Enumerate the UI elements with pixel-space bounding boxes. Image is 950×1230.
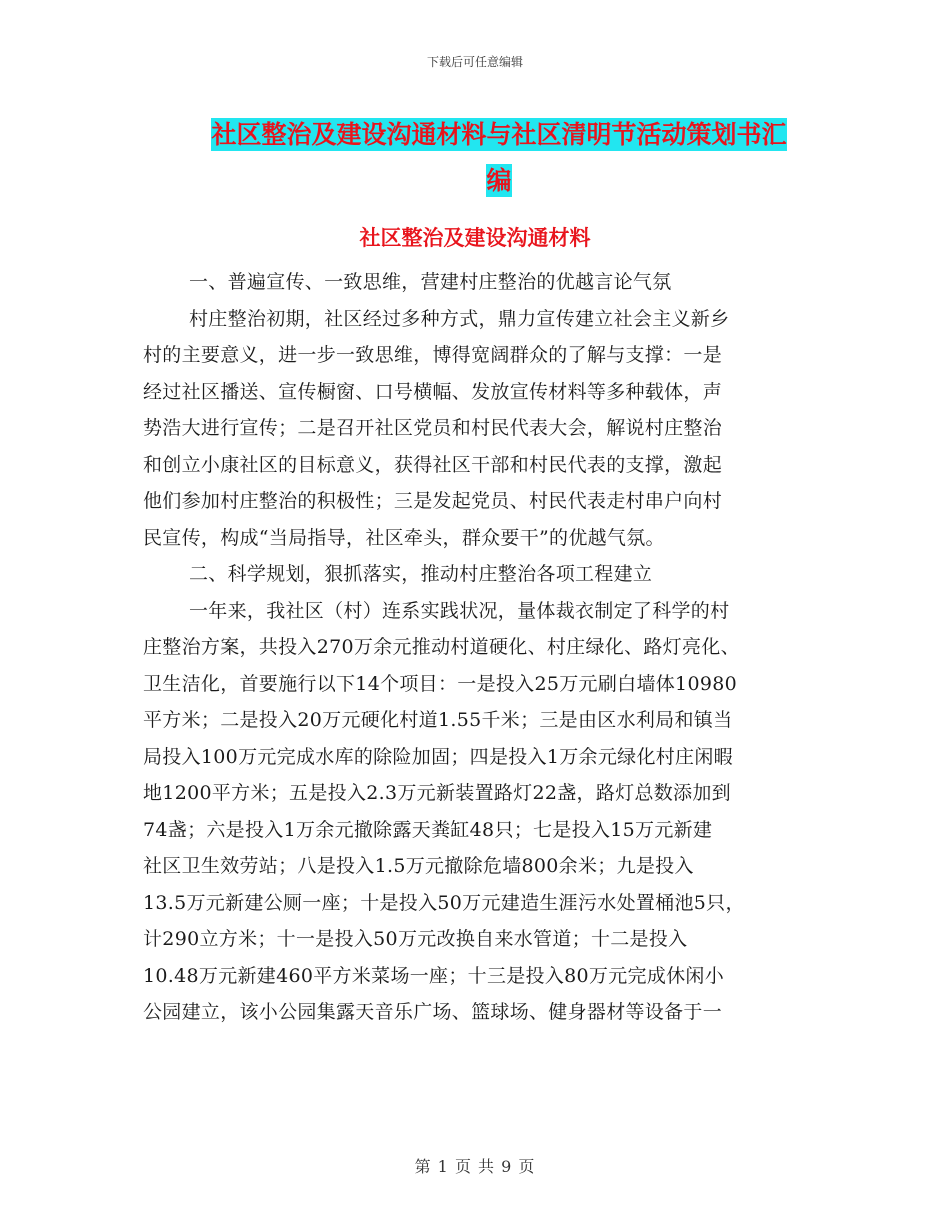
paragraph-line: 村的主要意义，进一步一致思维，博得宽阔群众的了解与支撑：一是 xyxy=(143,344,723,366)
paragraph-line: 地1200平方米；五是投入2.3万元新装置路灯22盏，路灯总数添加到 xyxy=(143,782,731,804)
header-note: 下载后可任意编辑 xyxy=(426,55,523,69)
paragraph-line: 公园建立，该小公园集露天音乐广场、篮球场、健身器材等设备于一 xyxy=(143,1001,723,1023)
paragraph-line: 村庄整治初期，社区经过多种方式，鼎力宣传建立社会主义新乡 xyxy=(189,307,730,330)
paragraph-line: 一年来，我社区（村）连系实践状况，量体裁衣制定了科学的村 xyxy=(189,599,730,622)
page-indicator: 第 1 页 共 9 页 xyxy=(414,1157,536,1176)
paragraph-line: 庄整治方案，共投入270万余元推动村道硬化、村庄绿化、路灯亮化、 xyxy=(143,636,740,658)
paragraph-line: 10.48万元新建460平方米菜场一座；十三是投入80万元完成休闲小 xyxy=(143,964,725,987)
paragraph-line: 计290立方米；十一是投入50万元改换自来水管道；十二是投入 xyxy=(143,928,688,950)
heading-publicity: 一、普遍宣传、一致思维，营建村庄整治的优越言论气氛 xyxy=(189,271,672,293)
paragraph-line: 他们参加村庄整治的积极性；三是发起党员、村民代表走村串户向村 xyxy=(143,490,723,512)
paragraph-line: 民宣传，构成“当局指导，社区牵头，群众要干”的优越气氛。 xyxy=(143,526,665,549)
paragraph-line: 74盏；六是投入1万余元撤除露天粪缸48只；七是投入15万元新建 xyxy=(143,818,713,841)
document-title-line-1: 社区整治及建设沟通材料与社区清明节活动策划书汇 xyxy=(211,120,787,149)
document-title-line-2: 编 xyxy=(486,166,512,195)
paragraph-line: 和创立小康社区的目标意义，获得社区干部和村民代表的支撑，激起 xyxy=(143,453,723,476)
heading-planning: 二、科学规划，狠抓落实，推动村庄整治各项工程建立 xyxy=(189,563,653,585)
paragraph-line: 13.5万元新建公厕一座；十是投入50万元建造生涯污水处置桶池5只， xyxy=(143,891,745,914)
paragraph-line: 局投入100万元完成水库的除险加固；四是投入1万余元绿化村庄闲暇 xyxy=(143,745,733,768)
paragraph-line: 卫生洁化，首要施行以下14个项目：一是投入25万元刷白墙体10980 xyxy=(143,672,737,695)
document-body xyxy=(143,264,815,1031)
paragraph-line: 平方米；二是投入20万元硬化村道1.55千米；三是由区水利局和镇当 xyxy=(143,709,733,731)
paragraph-line: 势浩大进行宣传；二是召开社区党员和村民代表大会，解说村庄整治 xyxy=(143,417,723,439)
paragraph-line: 社区卫生效劳站；八是投入1.5万元撤除危墙800余米；九是投入 xyxy=(143,855,694,877)
section-title: 社区整治及建设沟通材料 xyxy=(359,226,591,250)
document-title xyxy=(188,112,810,204)
paragraph-line: 经过社区播送、宣传橱窗、口号横幅、发放宣传材料等多种载体，声 xyxy=(143,380,723,403)
